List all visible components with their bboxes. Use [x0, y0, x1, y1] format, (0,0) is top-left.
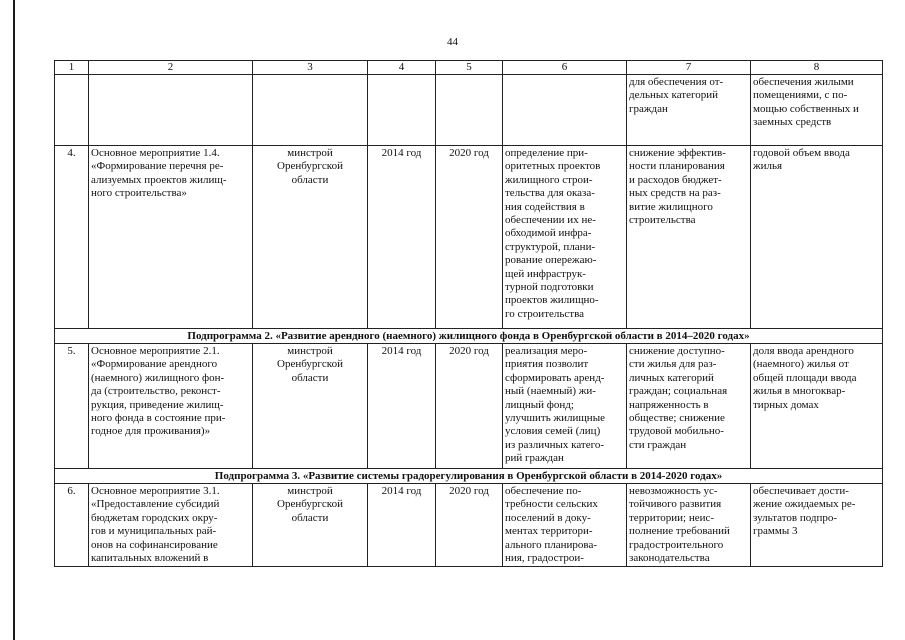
subprogram-title: Подпрограмма 2. «Развитие арендного (наемного) жилищного фонда в Оренбургской области в 2014–2020 годах» [55, 329, 883, 344]
table-row [55, 484, 883, 567]
cell-consequence: для обеспечения от- дельных категорий граждан [627, 75, 751, 146]
column-header: 8 [751, 61, 883, 75]
column-header: 7 [627, 61, 751, 75]
cell-indicator: годовой объем ввода жилья [751, 146, 883, 329]
cell-executor: минстрой Оренбургской области [253, 146, 368, 329]
column-header: 5 [436, 61, 503, 75]
table-row [55, 146, 883, 329]
table-row [55, 344, 883, 469]
cell-measure-name: Основное мероприятие 2.1. «Формирование арендного (наемного) жилищного фон- да (строительство, реконст- рукция, приведение жилищ- ного фонда в состояние при- годное для проживания)» [89, 344, 253, 469]
column-header: 2 [89, 61, 253, 75]
column-header: 4 [368, 61, 436, 75]
cell-executor: минстрой Оренбургской области [253, 344, 368, 469]
cell-result: определение при- оритетных проектов жилищного строи- тельства для оказа- ния содействия в обеспечении их не- обходимой инфра- структурой, плани- рование опережаю- щей инфраструк- турной подготовки проектов жилищно- го строительства [503, 146, 627, 329]
column-header: 3 [253, 61, 368, 75]
subprogram-row [55, 329, 883, 344]
cell-executor: минстрой Оренбургской области [253, 484, 368, 567]
cell-result: обеспечение по- требности сельских поселений в доку- ментах территори- ального планирова- ния, градострои- [503, 484, 627, 567]
page-number: 44 [447, 36, 458, 48]
measures-table [54, 60, 883, 567]
column-number-row [55, 61, 883, 75]
cell-measure-name: Основное мероприятие 1.4. «Формирование перечня ре- ализуемых проектов жилищ- ного строительства» [89, 146, 253, 329]
cell-measure-name: Основное мероприятие 3.1. «Предоставление субсидий бюджетам городских окру- гов и муниципальных рай- онов на софинансирование капитальных вложений в [89, 484, 253, 567]
column-header: 1 [55, 61, 89, 75]
cell-start-year: 2014 год [368, 484, 436, 567]
subprogram-row [55, 469, 883, 484]
cell-indicator: обеспечивает дости- жение ожидаемых ре- зультатов подпро- граммы 3 [751, 484, 883, 567]
cell-number: 6. [55, 484, 89, 567]
cell-number: 4. [55, 146, 89, 329]
cell-consequence: снижение эффектив- ности планирования и расходов бюджет- ных средств на раз- витие жилищного строительства [627, 146, 751, 329]
cell-end-year: 2020 год [436, 484, 503, 567]
cell-indicator: обеспечения жилыми помещениями, с по- мощью собственных и заемных средств [751, 75, 883, 146]
cell-result: реализация меро- приятия позволит сформировать аренд- ный (наемный) жи- лищный фонд; улучшить жилищные условия семей (лиц) из различных катего- рий граждан [503, 344, 627, 469]
subprogram-title: Подпрограмма 3. «Развитие системы градорегулирования в Оренбургской области в 2014-2020 годах» [55, 469, 883, 484]
cell-start-year: 2014 год [368, 344, 436, 469]
cell-indicator: доля ввода арендного (наемного) жилья от общей площади ввода жилья в многоквар- тирных домах [751, 344, 883, 469]
cell-end-year: 2020 год [436, 146, 503, 329]
page-edge-line [13, 0, 15, 640]
cell-number: 5. [55, 344, 89, 469]
continuation-row [55, 75, 883, 146]
cell-start-year: 2014 год [368, 146, 436, 329]
cell-consequence: невозможность ус- тойчивого развития территории; неис- полнение требований градостроительного законодательства [627, 484, 751, 567]
column-header: 6 [503, 61, 627, 75]
cell-end-year: 2020 год [436, 344, 503, 469]
cell-consequence: снижение доступно- сти жилья для раз- личных категорий граждан; социальная напряженность в обществе; снижение трудовой мобильно- сти граждан [627, 344, 751, 469]
